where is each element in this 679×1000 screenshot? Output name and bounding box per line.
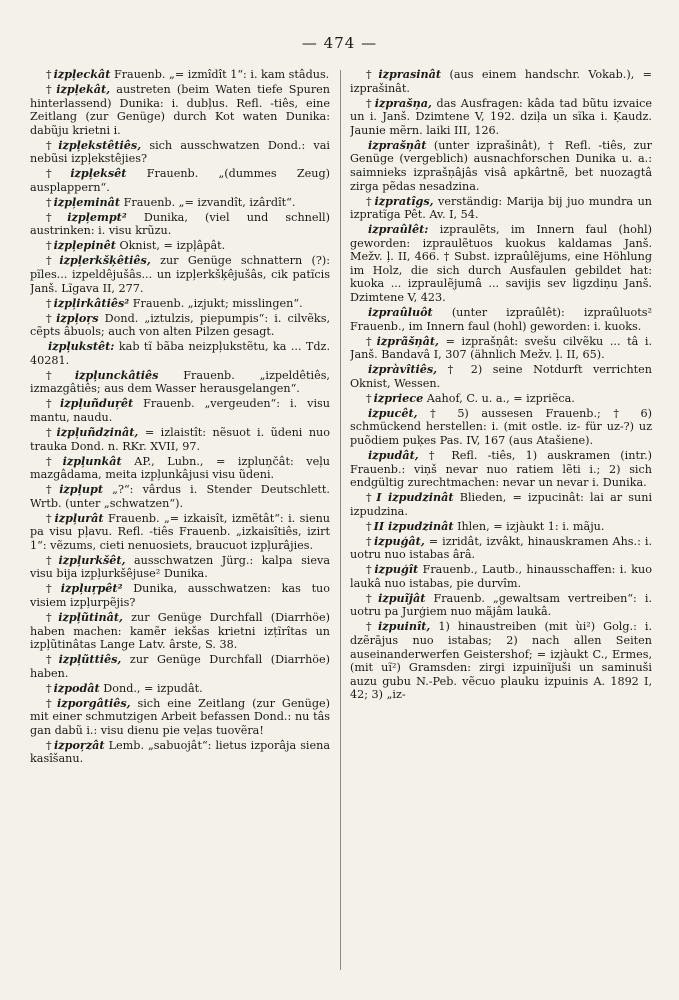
right-column <box>350 68 652 988</box>
entry-definition: Dond. „iztulzis, piepumpis“: i. cilvẽks, cẽpts âbuols; auch von alten Pilzen gesagt. <box>30 311 330 339</box>
dictionary-entry <box>30 682 330 696</box>
dictionary-entry <box>30 139 330 166</box>
dictionary-entry <box>350 335 652 362</box>
dictionary-entry <box>30 512 330 553</box>
entry-headword: izpļupt <box>59 482 103 497</box>
entry-definition: AP., Lubn., = izpluņčât: veļu mazgâdama, meita izpļunkâjusi visu ũdeni. <box>30 454 330 482</box>
dagger-mark: † <box>46 582 59 596</box>
dictionary-entry <box>30 483 330 510</box>
dagger-mark: † <box>366 519 372 533</box>
entry-definition: Frauenb. „vergeuden“: i. visu mantu, naudu. <box>30 397 330 424</box>
entry-definition: (unter izprašinât), † Refl. -tiês, zur Genüge (vergeblich) ausnachforschen Dunika u. a.: saimnieks izprašņâjâs visâ apkârtnẽ, bet nuozagtâ zirga pẽdas nesadzina. <box>350 138 652 193</box>
entry-definition: Dunika, ausschwatzen: kas tuo visiem izpļurpẽjis? <box>30 582 330 609</box>
dagger-mark: † <box>46 167 69 181</box>
dagger-mark: † <box>46 454 61 468</box>
entry-definition: Ihlen, = izjàukt 1: i. mãju. <box>457 519 605 533</box>
dagger-mark: † <box>46 610 57 624</box>
dagger-mark: † <box>46 553 57 567</box>
page-number: — 474 — <box>301 34 378 52</box>
entry-headword: izpļerkšķêtiês, <box>59 253 151 268</box>
dagger-mark: † <box>46 511 53 525</box>
dictionary-entry <box>350 520 652 534</box>
entry-definition: Frauenb. „(dummes Zeug) ausplappern“. <box>30 167 330 194</box>
entry-definition: Frauenb. „gewaltsam vertreiben“: i. uotru pa Jurģiem nuo mãjâm laukâ. <box>350 591 652 619</box>
dagger-mark: † <box>366 96 373 110</box>
dictionary-entry <box>350 392 652 406</box>
entry-definition: Oknist, = izpļâpât. <box>119 239 226 253</box>
entry-definition: Lemb. „sabuojât“: lietus izporâja siena kasîšanu. <box>30 738 330 766</box>
entry-definition: verständig: Marija bij juo mundra un izpratĩga Pêt. Av. I, 54. <box>350 194 652 222</box>
entry-definition: = izridât, izvâkt, hinauskramen Ahs.: i. uotru nuo istabas ârâ. <box>350 534 652 562</box>
entry-headword: II izpudzinât <box>373 518 454 533</box>
left-column <box>30 68 330 988</box>
dagger-mark: † <box>366 534 373 548</box>
dagger-mark: † <box>366 194 373 208</box>
entry-headword: izpraûlêt: <box>368 222 429 237</box>
dagger-mark: † <box>46 738 53 752</box>
dictionary-entry <box>30 83 330 137</box>
entry-definition: Dond., = izpudât. <box>103 681 203 695</box>
entry-headword: izpļoŗs <box>56 310 99 325</box>
entry-definition: Dunika, (viel und schnell) austrinken: i. visu krũzu. <box>30 210 330 238</box>
entry-definition: 1) hinaustreiben (mit ùi²) Golg.: i. dzẽrājus nuo istabas; 2) nach allen Seiten auseinanderwerfen Geistershof; = izjàukt C., Ermes, (mit uĩ²) Gramsden: zirgi izpuinĩjuši un saminuši auzu gubu N.-Peb. vẽcuo plauku izpuinis A. 1892 I, 42; 3) „iz- <box>350 620 652 702</box>
dictionary-entry <box>350 535 652 562</box>
dictionary-entry <box>30 611 330 652</box>
dictionary-entry <box>30 426 330 453</box>
dagger-mark: † <box>46 311 55 325</box>
dictionary-entry <box>350 363 652 390</box>
dagger-mark: † <box>46 138 57 152</box>
dagger-mark: † <box>46 239 52 253</box>
dictionary-entry <box>350 306 652 333</box>
entry-definition: Frauenb. „izpeldêtiês, izmazgâtiês; aus dem Wasser herausgelangen“. <box>30 368 330 396</box>
dagger-mark: † <box>46 696 55 710</box>
dagger-mark: † <box>46 368 73 382</box>
entry-headword: izpraûluôt <box>368 305 433 320</box>
entry-headword: izpuģît <box>374 562 419 577</box>
dictionary-entry <box>30 211 330 238</box>
entry-headword: izpļunkât <box>62 453 122 468</box>
dagger-mark: † <box>366 68 377 81</box>
dagger-mark: † <box>366 620 377 634</box>
dictionary-entry <box>30 239 330 253</box>
entry-headword: izpļuñdzinât, <box>56 424 139 439</box>
entry-definition: sich eine Zeitlang (zur Genüge) mit einer schmutzigen Arbeit befassen Dond.: nu tâs gan dabũ i.: visu dienu pie veļas tuovẽra! <box>30 696 330 737</box>
entry-definition: Frauenb., Lautb., hinausschaffen: i. kuo laukâ nuo istabas, pie durvîm. <box>350 563 652 590</box>
entry-definition: † 2) seine Notdurft verrichten Oknist, Wessen. <box>350 363 652 390</box>
dictionary-entry <box>350 620 652 702</box>
column-divider <box>340 70 341 970</box>
entry-definition: (unter izpraûlêt): izpraûluots² Frauenb., im Innern faul (hohl) geworden: i. kuoks. <box>350 306 652 333</box>
entry-definition: izpraulẽts, im Innern faul (hohl) geworden: izpraulẽtuos kuokus kaldamas Janš. Mežv. ļ. II, 466. † Subst. izpraûlẽjums, eine Höhlung im Holz, die sich durch Ausfaulen gebildet hat: kuoka ... izpraulẽjumâ ... savijis sev ligzdiņu Janš. Dzimtene V, 423. <box>350 223 652 305</box>
entry-headword: izprašņa, <box>374 95 432 110</box>
entry-definition: Frauenb. „= izvandît, izârdît“. <box>123 195 296 209</box>
entry-headword: izpodât <box>53 680 100 695</box>
entry-headword: izpļurkšêt, <box>58 552 126 567</box>
entry-headword: izpratîgs, <box>374 193 434 208</box>
entry-headword: izpļepinêt <box>53 238 116 253</box>
entry-headword: izpļempt² <box>67 209 127 224</box>
entry-definition: „?“: vârdus i. Stender Deutschlett. Wrtb. (unter „schwatzen“). <box>30 483 330 510</box>
entry-headword: izpļeckât <box>53 68 111 81</box>
entry-headword: izporgâtiês, <box>56 695 131 710</box>
dictionary-entry <box>30 697 330 738</box>
entry-headword: izpļeksêt <box>70 166 127 181</box>
entry-headword: izpuĩjât <box>378 590 426 605</box>
dictionary-entry <box>30 653 330 680</box>
dictionary-entry <box>30 397 330 424</box>
entry-headword: I izpudzinât <box>376 490 454 505</box>
dagger-mark: † <box>46 397 59 411</box>
dagger-mark: † <box>46 254 58 268</box>
dictionary-entry <box>350 563 652 590</box>
entry-definition: = izlaistît: nẽsuot i. ũdeni nuo trauka Dond. n. RKr. XVII, 97. <box>30 425 330 453</box>
dagger-mark: † <box>366 491 375 505</box>
dagger-mark: † <box>46 425 55 439</box>
entry-headword: izpļuñduŗêt <box>60 396 134 411</box>
entry-headword: izpļũtinât, <box>58 609 123 624</box>
entry-definition: Frauenb. „= izmîdît 1“: i. kam stâdus. <box>113 68 330 81</box>
entry-definition: ausschwatzen Jürg.: kalpa sieva visu bija izpļurkšêjuse² Dunika. <box>30 553 330 581</box>
entry-headword: izpļekât, <box>56 81 111 96</box>
entry-headword: izpļeminât <box>53 194 121 209</box>
entry-definition: zur Genüge Durchfall (Diarrhöe) haben machen: kamẽr iekšas krietni izțĩrîtas un izpļũtinâtas Lange Latv. ârste, S. 38. <box>30 610 330 652</box>
entry-definition: zur Genüge schnattern (?): pĩles... izpeldêjušâs... un izpļerkšķêjušâs, cik patĩcis Janš. Lĩgava II, 277. <box>30 254 330 295</box>
dictionary-entry <box>30 297 330 311</box>
dagger-mark: † <box>366 591 377 605</box>
dictionary-entry <box>30 68 330 82</box>
entry-definition: Blieden, = izpucinât: lai ar suni izpudzina. <box>350 491 652 518</box>
dictionary-entry <box>30 739 330 766</box>
dictionary-entry <box>30 196 330 210</box>
dictionary-entry <box>350 407 652 448</box>
dagger-mark: † <box>366 334 375 348</box>
entry-headword: izpràvîtiês, <box>368 362 438 377</box>
dagger-mark: † <box>46 82 55 96</box>
dictionary-entry <box>350 68 652 95</box>
dictionary-entry <box>350 139 652 193</box>
entry-headword: izpucêt, <box>368 405 418 420</box>
dictionary-entry <box>350 449 652 490</box>
entry-headword: izpuģât, <box>374 533 425 548</box>
entry-headword: izpļuŗpêt² <box>60 581 123 596</box>
dagger-mark: † <box>46 195 52 209</box>
entry-definition: = izprašņât: svešu cilvẽku ... tâ i. Janš. Bandavâ I, 307 (ähnlich Mežv. ļ. II, 65). <box>350 334 652 362</box>
dictionary-entry <box>30 582 330 609</box>
dagger-mark: † <box>46 681 52 695</box>
entry-headword: izpriece <box>373 390 424 405</box>
entry-headword: izprašņât <box>368 137 427 152</box>
entry-definition: das Ausfragen: kâda tad bũtu izvaice un i. Janš. Dzimtene V, 192. dziļa un sĩka i. Ķaudz. Jaunie mẽrn. laiki III, 126. <box>350 96 652 137</box>
dictionary-entry <box>350 491 652 518</box>
entry-headword: izpļũttiês, <box>58 652 122 667</box>
entry-headword: izpļunckâtiês <box>74 367 159 382</box>
entry-definition: zur Genüge Durchfall (Diarrhöe) haben. <box>30 653 330 680</box>
dagger-mark: † <box>366 563 373 577</box>
entry-headword: izprãšņât, <box>376 333 439 348</box>
dictionary-entry <box>30 369 330 396</box>
entry-headword: izpoŗzât <box>54 737 105 752</box>
dagger-mark: † <box>46 483 58 497</box>
entry-headword: izpļurât <box>54 510 104 525</box>
entry-definition: † 5) aussesen Frauenb.; † 6) schmückend herstellen: i. (mit ostle. iz- für uz-?) uz puõdiem puķes Pas. IV, 167 (aus Atašiene). <box>350 406 652 447</box>
entry-definition: Aahof, C. u. a., = izpriẽca. <box>426 391 575 405</box>
entry-headword: izpļirkâtiês² <box>53 295 130 310</box>
entry-definition: austreten (beim Waten tiefe Spuren hinterlassend) Dunika: i. dubļus. Refl. -tiês, eine Zeitlang (zur Genüge) durch Kot waten Dunika: dabũju krietni i. <box>30 82 330 137</box>
entry-headword: izpļekstêtiês, <box>58 137 142 152</box>
dictionary-entry <box>30 455 330 482</box>
entry-definition: (aus einem handschr. Vokab.), = izprašinât. <box>350 68 652 95</box>
dictionary-entry <box>30 554 330 581</box>
dictionary-entry <box>30 167 330 194</box>
entry-definition: sich ausschwatzen Dond.: vai nebũsi izpļekstêjies? <box>30 138 330 166</box>
entry-headword: izpuinît, <box>378 619 431 634</box>
dagger-mark: † <box>46 296 52 310</box>
dictionary-entry <box>30 340 330 367</box>
dictionary-entry <box>350 97 652 138</box>
entry-definition: Frauenb. „izjukt; misslingen“. <box>132 296 303 310</box>
dagger-mark: † <box>46 653 57 667</box>
dictionary-entry <box>350 223 652 305</box>
dagger-mark: † <box>366 391 372 405</box>
entry-headword: izprasinât <box>378 68 442 81</box>
dagger-mark: † <box>46 68 52 81</box>
entry-definition: † Refl. -tiês, 1) auskramen (intr.) Frauenb.: viņš nevar nuo ratiem lẽti i.; 2) sich endgültig zurechtmachen: nevar un nevar i. Dunika. <box>350 448 652 490</box>
entry-headword: izpudât, <box>368 447 419 462</box>
dictionary-entry <box>30 254 330 295</box>
entry-headword: izpļukstêt: <box>48 339 115 354</box>
entry-definition: kab tĩ bãba neizpļukstẽtu, ka ... Tdz. 40281. <box>30 340 330 367</box>
dictionary-entry <box>350 592 652 619</box>
dictionary-entry <box>30 312 330 339</box>
entry-definition: Frauenb. „= izkaisît, izmẽtât“: i. sienu pa visu pļavu. Refl. -tiês Frauenb. „izkaisîtiês, izirt 1“: vẽzums, cieti nenuosiets, braucuot izpļurâjies. <box>30 511 330 552</box>
dictionary-entry <box>350 195 652 222</box>
dagger-mark: † <box>46 210 66 224</box>
